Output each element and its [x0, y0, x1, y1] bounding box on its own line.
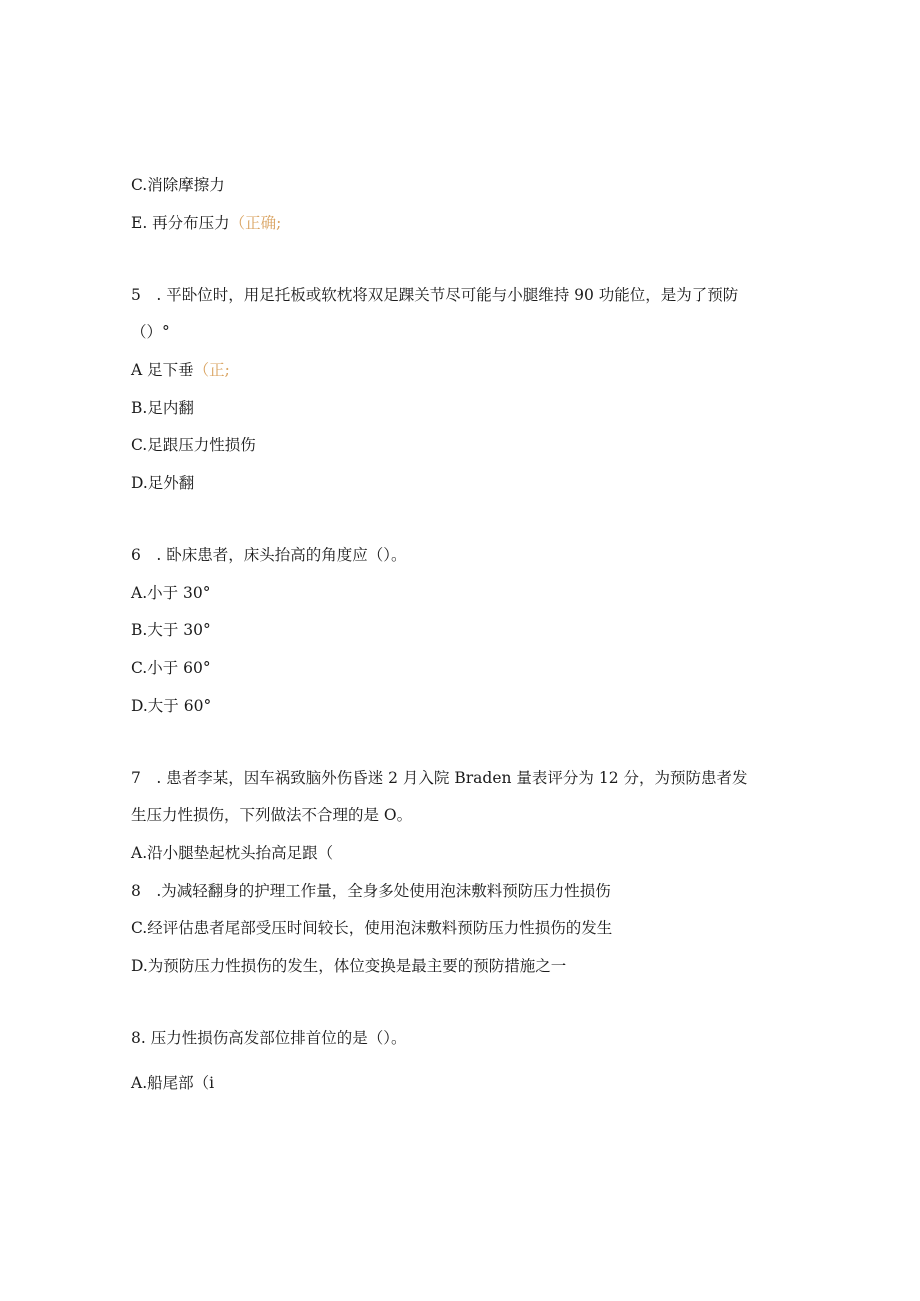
option-e-q4: E. 再分布压力（正确;: [131, 214, 282, 232]
option-d-q5: D.足外翻: [131, 474, 195, 492]
option-a-q8: A.船尾部（i: [131, 1074, 215, 1092]
answer-mark: （正确;: [229, 214, 282, 232]
question-7: 7 . 患者李某，因车祸致脑外伤昏迷 2 月入院 Braden 量表评分为 12 分，为预防患者发: [131, 769, 748, 787]
question-5-cont: （）°: [131, 323, 170, 341]
option-c-q7: C.经评估患者尾部受压时间较长，使用泡沫敷料预防压力性损伤的发生: [131, 919, 613, 937]
answer-mark: （正;: [193, 361, 230, 379]
option-d-q7: D.为预防压力性损伤的发生，体位变换是最主要的预防措施之一: [131, 957, 567, 975]
question-7-cont: 生压力性损伤，下列做法不合理的是 O。: [131, 806, 413, 824]
question-5: 5 . 平卧位时，用足托板或软枕将双足踝关节尽可能与小腿维持 90 功能位，是为了预防: [131, 286, 739, 304]
option-c-q5: C.足跟压力性损伤: [131, 436, 256, 454]
question-8: 8. 压力性损伤高发部位排首位的是（）。: [131, 1029, 407, 1047]
option-b-q7: 8 .为减轻翻身的护理工作量，全身多处使用泡沫敷料预防压力性损伤: [131, 882, 611, 900]
option-b-q6: B.大于 30°: [131, 621, 211, 639]
option-c-q6: C.小于 60°: [131, 659, 211, 677]
option-b-q5: B.足内翻: [131, 399, 194, 417]
option-a-q7: A.沿小腿垫起枕头抬高足跟（: [131, 844, 334, 862]
option-a-q5: A 足下垂（正;: [131, 361, 230, 379]
option-d-q6: D.大于 60°: [131, 697, 212, 715]
option-a-q6: A.小于 30°: [131, 584, 211, 602]
option-c-q4: C.消除摩擦力: [131, 176, 225, 194]
question-6: 6 . 卧床患者，床头抬高的角度应（）。: [131, 546, 407, 564]
